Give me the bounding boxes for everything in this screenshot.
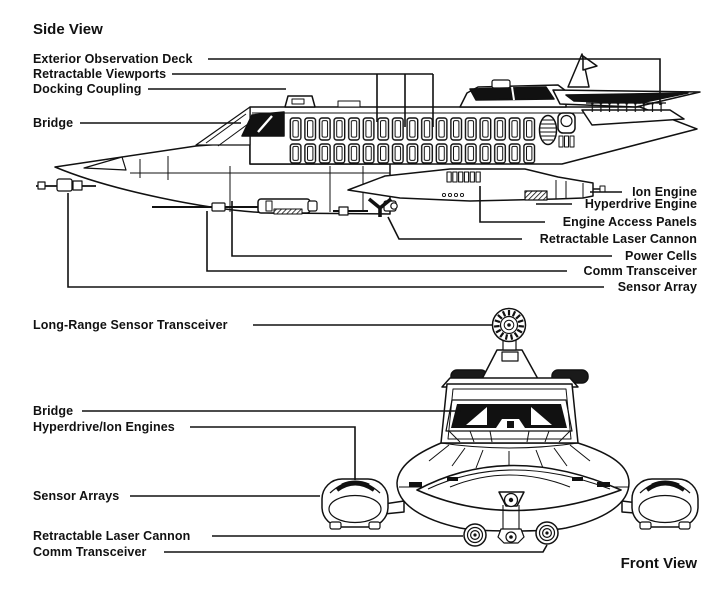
label-hyperdrive-ion-engines: Hyperdrive/Ion Engines [33,420,175,434]
label-ion-engine: Ion Engine [632,185,697,199]
label-sensor-arrays: Sensor Arrays [33,489,120,503]
front-view-title: Front View [620,555,697,572]
label-bridge-side: Bridge [33,116,74,130]
label-exterior-observation-deck: Exterior Observation Deck [33,52,193,66]
label-hyperdrive-engine: Hyperdrive Engine [584,197,697,211]
sensor-dish [493,309,526,342]
leader-retractable-laser-cannon-side [388,217,522,239]
leader-comm-transceiver-front [164,545,547,552]
label-retractable-laser-cannon-front: Retractable Laser Cannon [33,529,191,543]
label-comm-transceiver-front: Comm Transceiver [33,545,147,559]
pod-right [632,479,698,529]
label-comm-transceiver-side: Comm Transceiver [583,264,697,278]
label-retractable-laser-cannon-side: Retractable Laser Cannon [539,232,697,246]
label-power-cells: Power Cells [625,249,697,263]
leader-comm-transceiver-side [207,211,567,271]
label-bridge-front: Bridge [33,404,74,418]
leader-hyperdrive-ion-engines [190,427,355,480]
side-view-title: Side View [33,21,103,38]
label-sensor-array: Sensor Array [617,280,697,294]
label-engine-access-panels: Engine Access Panels [562,215,697,229]
front-cannon-right [536,522,558,544]
front-comm-device [498,529,524,543]
pod-left [322,479,388,529]
front-view-ship [322,309,698,547]
label-docking-coupling: Docking Coupling [33,82,142,96]
front-cannon-left [464,524,486,546]
label-retractable-viewports: Retractable Viewports [33,67,167,81]
label-long-range-sensor-transceiver: Long-Range Sensor Transceiver [33,318,228,332]
